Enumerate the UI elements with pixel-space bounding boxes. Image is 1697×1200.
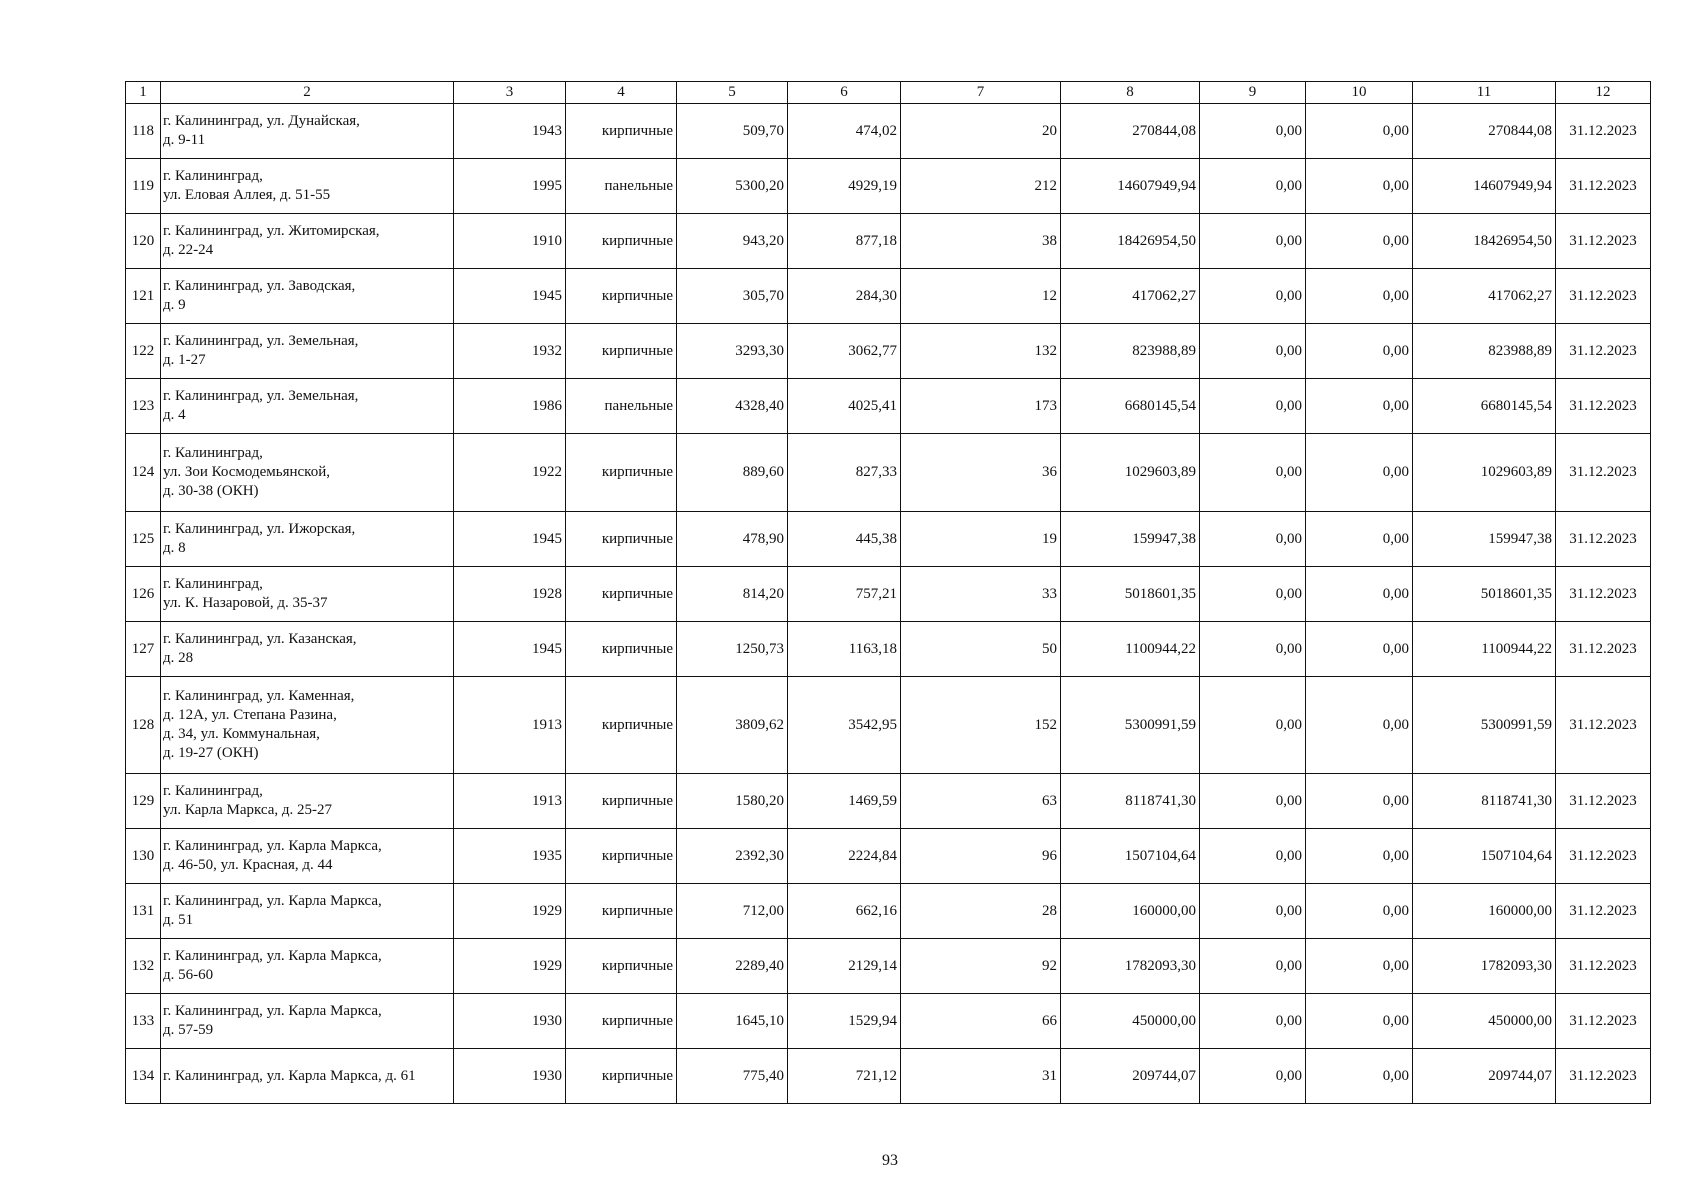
budget-cost-cell: 0,00 [1306, 829, 1413, 884]
living-area-cell: 3542,95 [788, 677, 901, 774]
living-area-cell: 757,21 [788, 567, 901, 622]
total-area-cell: 3293,30 [677, 324, 788, 379]
living-area-cell: 2129,14 [788, 939, 901, 994]
fund-cost-cell: 0,00 [1200, 994, 1306, 1049]
total-cost-cell: 209744,07 [1061, 1049, 1200, 1104]
total-cost-cell: 160000,00 [1061, 884, 1200, 939]
year-built-cell: 1986 [454, 379, 566, 434]
column-header-12: 12 [1556, 82, 1651, 104]
fund-cost-cell: 0,00 [1200, 939, 1306, 994]
residents-count-cell: 212 [901, 159, 1061, 214]
owners-cost-cell: 160000,00 [1413, 884, 1556, 939]
row-number: 124 [126, 434, 161, 512]
budget-cost-cell: 0,00 [1306, 994, 1413, 1049]
total-cost-cell: 450000,00 [1061, 994, 1200, 1049]
fund-cost-cell: 0,00 [1200, 104, 1306, 159]
budget-cost-cell: 0,00 [1306, 269, 1413, 324]
year-built-cell: 1928 [454, 567, 566, 622]
living-area-cell: 445,38 [788, 512, 901, 567]
fund-cost-cell: 0,00 [1200, 214, 1306, 269]
year-built-cell: 1922 [454, 434, 566, 512]
total-cost-cell: 159947,38 [1061, 512, 1200, 567]
fund-cost-cell: 0,00 [1200, 884, 1306, 939]
owners-cost-cell: 417062,27 [1413, 269, 1556, 324]
total-cost-cell: 1782093,30 [1061, 939, 1200, 994]
deadline-cell: 31.12.2023 [1556, 884, 1651, 939]
deadline-cell: 31.12.2023 [1556, 774, 1651, 829]
total-cost-cell: 417062,27 [1061, 269, 1200, 324]
residents-count-cell: 19 [901, 512, 1061, 567]
living-area-cell: 662,16 [788, 884, 901, 939]
fund-cost-cell: 0,00 [1200, 159, 1306, 214]
owners-cost-cell: 14607949,94 [1413, 159, 1556, 214]
year-built-cell: 1935 [454, 829, 566, 884]
column-header-4: 4 [566, 82, 677, 104]
fund-cost-cell: 0,00 [1200, 434, 1306, 512]
year-built-cell: 1945 [454, 512, 566, 567]
residents-count-cell: 33 [901, 567, 1061, 622]
residents-count-cell: 36 [901, 434, 1061, 512]
budget-cost-cell: 0,00 [1306, 622, 1413, 677]
owners-cost-cell: 5300991,59 [1413, 677, 1556, 774]
deadline-cell: 31.12.2023 [1556, 622, 1651, 677]
address-cell: г. Калининград, ул. Еловая Аллея, д. 51-55 [161, 159, 454, 214]
owners-cost-cell: 159947,38 [1413, 512, 1556, 567]
table-row [126, 379, 1651, 434]
address-cell: г. Калининград, ул. Зои Космодемьянской, д. 30-38 (ОКН) [161, 434, 454, 512]
owners-cost-cell: 5018601,35 [1413, 567, 1556, 622]
owners-cost-cell: 450000,00 [1413, 994, 1556, 1049]
table-row [126, 622, 1651, 677]
residents-count-cell: 38 [901, 214, 1061, 269]
budget-cost-cell: 0,00 [1306, 1049, 1413, 1104]
residents-count-cell: 92 [901, 939, 1061, 994]
deadline-cell: 31.12.2023 [1556, 434, 1651, 512]
year-built-cell: 1929 [454, 884, 566, 939]
address-cell: г. Калининград, ул. Карла Маркса, д. 61 [161, 1049, 454, 1104]
year-built-cell: 1910 [454, 214, 566, 269]
total-area-cell: 889,60 [677, 434, 788, 512]
row-number: 126 [126, 567, 161, 622]
total-area-cell: 1580,20 [677, 774, 788, 829]
address-cell: г. Калининград, ул. Земельная, д. 4 [161, 379, 454, 434]
residents-count-cell: 63 [901, 774, 1061, 829]
table-row [126, 884, 1651, 939]
budget-cost-cell: 0,00 [1306, 512, 1413, 567]
row-number: 123 [126, 379, 161, 434]
owners-cost-cell: 1507104,64 [1413, 829, 1556, 884]
page-number: 93 [882, 1152, 898, 1169]
address-cell: г. Калининград, ул. Каменная, д. 12А, ул. Степана Разина, д. 34, ул. Коммунальная, д. 19-27 (ОКН) [161, 677, 454, 774]
address-cell: г. Калининград, ул. Карла Маркса, д. 57-59 [161, 994, 454, 1049]
wall-material-cell: кирпичные [566, 939, 677, 994]
deadline-cell: 31.12.2023 [1556, 104, 1651, 159]
address-cell: г. Калининград, ул. Карла Маркса, д. 25-27 [161, 774, 454, 829]
table-row [126, 1049, 1651, 1104]
row-number: 125 [126, 512, 161, 567]
column-header-8: 8 [1061, 82, 1200, 104]
wall-material-cell: кирпичные [566, 567, 677, 622]
budget-cost-cell: 0,00 [1306, 939, 1413, 994]
owners-cost-cell: 1029603,89 [1413, 434, 1556, 512]
column-header-6: 6 [788, 82, 901, 104]
total-area-cell: 305,70 [677, 269, 788, 324]
budget-cost-cell: 0,00 [1306, 434, 1413, 512]
living-area-cell: 4025,41 [788, 379, 901, 434]
owners-cost-cell: 18426954,50 [1413, 214, 1556, 269]
owners-cost-cell: 8118741,30 [1413, 774, 1556, 829]
fund-cost-cell: 0,00 [1200, 622, 1306, 677]
wall-material-cell: кирпичные [566, 1049, 677, 1104]
owners-cost-cell: 823988,89 [1413, 324, 1556, 379]
total-area-cell: 2392,30 [677, 829, 788, 884]
living-area-cell: 1163,18 [788, 622, 901, 677]
residents-count-cell: 28 [901, 884, 1061, 939]
total-area-cell: 814,20 [677, 567, 788, 622]
year-built-cell: 1932 [454, 324, 566, 379]
deadline-cell: 31.12.2023 [1556, 379, 1651, 434]
wall-material-cell: кирпичные [566, 884, 677, 939]
fund-cost-cell: 0,00 [1200, 1049, 1306, 1104]
table-row [126, 324, 1651, 379]
total-area-cell: 1645,10 [677, 994, 788, 1049]
residents-count-cell: 50 [901, 622, 1061, 677]
budget-cost-cell: 0,00 [1306, 324, 1413, 379]
fund-cost-cell: 0,00 [1200, 324, 1306, 379]
total-area-cell: 5300,20 [677, 159, 788, 214]
wall-material-cell: панельные [566, 159, 677, 214]
wall-material-cell: кирпичные [566, 677, 677, 774]
total-area-cell: 509,70 [677, 104, 788, 159]
row-number: 133 [126, 994, 161, 1049]
year-built-cell: 1945 [454, 622, 566, 677]
column-header-11: 11 [1413, 82, 1556, 104]
column-header-5: 5 [677, 82, 788, 104]
total-cost-cell: 6680145,54 [1061, 379, 1200, 434]
deadline-cell: 31.12.2023 [1556, 512, 1651, 567]
wall-material-cell: кирпичные [566, 269, 677, 324]
year-built-cell: 1913 [454, 774, 566, 829]
address-cell: г. Калининград, ул. К. Назаровой, д. 35-37 [161, 567, 454, 622]
residents-count-cell: 12 [901, 269, 1061, 324]
row-number: 120 [126, 214, 161, 269]
address-cell: г. Калининград, ул. Карла Маркса, д. 46-50, ул. Красная, д. 44 [161, 829, 454, 884]
table-row [126, 677, 1651, 774]
year-built-cell: 1945 [454, 269, 566, 324]
budget-cost-cell: 0,00 [1306, 104, 1413, 159]
fund-cost-cell: 0,00 [1200, 269, 1306, 324]
table-row [126, 434, 1651, 512]
deadline-cell: 31.12.2023 [1556, 1049, 1651, 1104]
deadline-cell: 31.12.2023 [1556, 939, 1651, 994]
column-header-3: 3 [454, 82, 566, 104]
table-row [126, 159, 1651, 214]
table-row [126, 104, 1651, 159]
row-number: 122 [126, 324, 161, 379]
wall-material-cell: кирпичные [566, 324, 677, 379]
row-number: 134 [126, 1049, 161, 1104]
year-built-cell: 1929 [454, 939, 566, 994]
wall-material-cell: кирпичные [566, 512, 677, 567]
total-cost-cell: 14607949,94 [1061, 159, 1200, 214]
row-number: 129 [126, 774, 161, 829]
fund-cost-cell: 0,00 [1200, 567, 1306, 622]
housing-table [125, 81, 1651, 1104]
year-built-cell: 1995 [454, 159, 566, 214]
living-area-cell: 721,12 [788, 1049, 901, 1104]
deadline-cell: 31.12.2023 [1556, 829, 1651, 884]
living-area-cell: 2224,84 [788, 829, 901, 884]
deadline-cell: 31.12.2023 [1556, 324, 1651, 379]
table-row [126, 512, 1651, 567]
total-cost-cell: 270844,08 [1061, 104, 1200, 159]
residents-count-cell: 132 [901, 324, 1061, 379]
living-area-cell: 474,02 [788, 104, 901, 159]
wall-material-cell: кирпичные [566, 622, 677, 677]
total-cost-cell: 1029603,89 [1061, 434, 1200, 512]
column-header-9: 9 [1200, 82, 1306, 104]
address-cell: г. Калининград, ул. Карла Маркса, д. 51 [161, 884, 454, 939]
table-row [126, 214, 1651, 269]
address-cell: г. Калининград, ул. Ижорская, д. 8 [161, 512, 454, 567]
wall-material-cell: кирпичные [566, 829, 677, 884]
living-area-cell: 4929,19 [788, 159, 901, 214]
total-cost-cell: 823988,89 [1061, 324, 1200, 379]
row-number: 127 [126, 622, 161, 677]
address-cell: г. Калининград, ул. Казанская, д. 28 [161, 622, 454, 677]
table-row [126, 994, 1651, 1049]
total-area-cell: 478,90 [677, 512, 788, 567]
fund-cost-cell: 0,00 [1200, 677, 1306, 774]
owners-cost-cell: 209744,07 [1413, 1049, 1556, 1104]
living-area-cell: 3062,77 [788, 324, 901, 379]
total-area-cell: 1250,73 [677, 622, 788, 677]
wall-material-cell: кирпичные [566, 774, 677, 829]
row-number: 119 [126, 159, 161, 214]
table-row [126, 567, 1651, 622]
total-cost-cell: 18426954,50 [1061, 214, 1200, 269]
living-area-cell: 827,33 [788, 434, 901, 512]
total-area-cell: 712,00 [677, 884, 788, 939]
budget-cost-cell: 0,00 [1306, 884, 1413, 939]
fund-cost-cell: 0,00 [1200, 512, 1306, 567]
total-cost-cell: 5018601,35 [1061, 567, 1200, 622]
residents-count-cell: 20 [901, 104, 1061, 159]
budget-cost-cell: 0,00 [1306, 677, 1413, 774]
residents-count-cell: 66 [901, 994, 1061, 1049]
deadline-cell: 31.12.2023 [1556, 214, 1651, 269]
total-area-cell: 3809,62 [677, 677, 788, 774]
residents-count-cell: 96 [901, 829, 1061, 884]
row-number: 128 [126, 677, 161, 774]
total-cost-cell: 1507104,64 [1061, 829, 1200, 884]
year-built-cell: 1943 [454, 104, 566, 159]
year-built-cell: 1913 [454, 677, 566, 774]
owners-cost-cell: 1782093,30 [1413, 939, 1556, 994]
address-cell: г. Калининград, ул. Заводская, д. 9 [161, 269, 454, 324]
deadline-cell: 31.12.2023 [1556, 159, 1651, 214]
address-cell: г. Калининград, ул. Житомирская, д. 22-24 [161, 214, 454, 269]
owners-cost-cell: 6680145,54 [1413, 379, 1556, 434]
year-built-cell: 1930 [454, 994, 566, 1049]
total-cost-cell: 5300991,59 [1061, 677, 1200, 774]
fund-cost-cell: 0,00 [1200, 829, 1306, 884]
total-area-cell: 4328,40 [677, 379, 788, 434]
living-area-cell: 1469,59 [788, 774, 901, 829]
wall-material-cell: кирпичные [566, 434, 677, 512]
table-row [126, 829, 1651, 884]
column-header-2: 2 [161, 82, 454, 104]
fund-cost-cell: 0,00 [1200, 379, 1306, 434]
budget-cost-cell: 0,00 [1306, 379, 1413, 434]
address-cell: г. Калининград, ул. Земельная, д. 1-27 [161, 324, 454, 379]
row-number: 130 [126, 829, 161, 884]
budget-cost-cell: 0,00 [1306, 214, 1413, 269]
owners-cost-cell: 270844,08 [1413, 104, 1556, 159]
deadline-cell: 31.12.2023 [1556, 567, 1651, 622]
address-cell: г. Калининград, ул. Карла Маркса, д. 56-60 [161, 939, 454, 994]
wall-material-cell: кирпичные [566, 104, 677, 159]
living-area-cell: 1529,94 [788, 994, 901, 1049]
year-built-cell: 1930 [454, 1049, 566, 1104]
wall-material-cell: кирпичные [566, 214, 677, 269]
fund-cost-cell: 0,00 [1200, 774, 1306, 829]
column-header-10: 10 [1306, 82, 1413, 104]
wall-material-cell: кирпичные [566, 994, 677, 1049]
deadline-cell: 31.12.2023 [1556, 269, 1651, 324]
address-cell: г. Калининград, ул. Дунайская, д. 9-11 [161, 104, 454, 159]
residents-count-cell: 152 [901, 677, 1061, 774]
column-header-1: 1 [126, 82, 161, 104]
column-number-row [126, 82, 1651, 104]
deadline-cell: 31.12.2023 [1556, 994, 1651, 1049]
wall-material-cell: панельные [566, 379, 677, 434]
column-header-7: 7 [901, 82, 1061, 104]
budget-cost-cell: 0,00 [1306, 774, 1413, 829]
total-cost-cell: 1100944,22 [1061, 622, 1200, 677]
living-area-cell: 877,18 [788, 214, 901, 269]
row-number: 131 [126, 884, 161, 939]
owners-cost-cell: 1100944,22 [1413, 622, 1556, 677]
total-area-cell: 2289,40 [677, 939, 788, 994]
total-cost-cell: 8118741,30 [1061, 774, 1200, 829]
deadline-cell: 31.12.2023 [1556, 677, 1651, 774]
total-area-cell: 775,40 [677, 1049, 788, 1104]
table-body [126, 104, 1651, 1104]
row-number: 121 [126, 269, 161, 324]
table-row [126, 774, 1651, 829]
residents-count-cell: 173 [901, 379, 1061, 434]
living-area-cell: 284,30 [788, 269, 901, 324]
residents-count-cell: 31 [901, 1049, 1061, 1104]
total-area-cell: 943,20 [677, 214, 788, 269]
budget-cost-cell: 0,00 [1306, 567, 1413, 622]
table-row [126, 939, 1651, 994]
row-number: 132 [126, 939, 161, 994]
row-number: 118 [126, 104, 161, 159]
budget-cost-cell: 0,00 [1306, 159, 1413, 214]
table-row [126, 269, 1651, 324]
